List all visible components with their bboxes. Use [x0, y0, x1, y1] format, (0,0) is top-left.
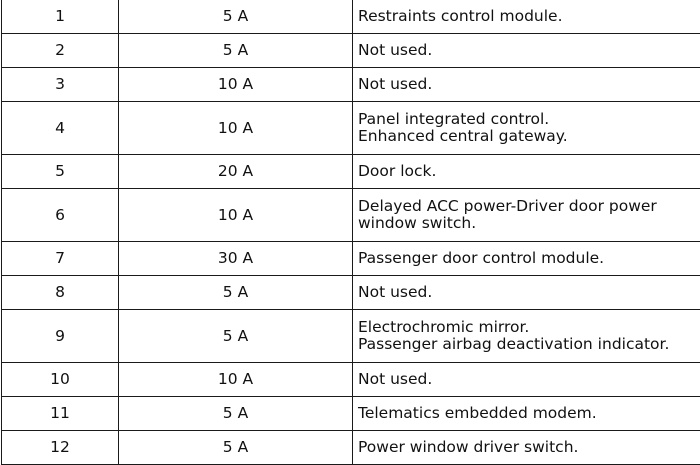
amp-rating-cell: 10 A — [119, 189, 353, 242]
description-line: Door lock. — [358, 163, 700, 180]
fuse-number-cell: 12 — [2, 431, 119, 465]
fuse-number-cell: 9 — [2, 310, 119, 363]
description-cell — [353, 68, 700, 102]
description-cell — [353, 155, 700, 189]
amp-rating-cell: 5 A — [119, 276, 353, 310]
fuse-number-cell: 8 — [2, 276, 119, 310]
fuse-number-cell: 11 — [2, 397, 119, 431]
table-row — [2, 276, 700, 310]
table-row — [2, 431, 700, 465]
description-line: Passenger door control module. — [358, 250, 700, 267]
description-line: Panel integrated control. — [358, 111, 700, 128]
description-line: Not used. — [358, 284, 700, 301]
amp-rating-cell: 5 A — [119, 431, 353, 465]
description-cell — [353, 431, 700, 465]
amp-rating-cell: 30 A — [119, 242, 353, 276]
description-cell — [353, 34, 700, 68]
description-line: Power window driver switch. — [358, 439, 700, 456]
table-row — [2, 397, 700, 431]
description-line: Not used. — [358, 76, 700, 93]
amp-rating-cell: 10 A — [119, 102, 353, 155]
amp-rating-cell: 10 A — [119, 363, 353, 397]
table-row — [2, 155, 700, 189]
description-cell — [353, 397, 700, 431]
description-cell — [353, 0, 700, 34]
description-cell — [353, 310, 700, 363]
description-line: Restraints control module. — [358, 8, 700, 25]
description-line: Enhanced central gateway. — [358, 128, 700, 145]
amp-rating-cell: 10 A — [119, 68, 353, 102]
table-row — [2, 363, 700, 397]
description-line: Delayed ACC power-Driver door power — [358, 198, 700, 215]
fuse-number-cell: 10 — [2, 363, 119, 397]
fuse-number-cell: 4 — [2, 102, 119, 155]
description-line: Not used. — [358, 42, 700, 59]
description-line: Telematics embedded modem. — [358, 405, 700, 422]
table-row — [2, 68, 700, 102]
table-row — [2, 189, 700, 242]
description-cell — [353, 242, 700, 276]
fuse-number-cell: 7 — [2, 242, 119, 276]
fuse-number-cell: 1 — [2, 0, 119, 34]
table-row — [2, 102, 700, 155]
table-row — [2, 242, 700, 276]
amp-rating-cell: 5 A — [119, 397, 353, 431]
description-cell — [353, 276, 700, 310]
amp-rating-cell: 5 A — [119, 0, 353, 34]
description-cell — [353, 102, 700, 155]
fuse-number-cell: 5 — [2, 155, 119, 189]
description-cell — [353, 189, 700, 242]
description-line: window switch. — [358, 215, 700, 232]
fuse-number-cell: 6 — [2, 189, 119, 242]
description-line: Not used. — [358, 371, 700, 388]
description-line: Passenger airbag deactivation indicator. — [358, 336, 700, 353]
amp-rating-cell: 5 A — [119, 310, 353, 363]
fuse-number-cell: 3 — [2, 68, 119, 102]
fuse-table — [1, 0, 700, 465]
table-row — [2, 34, 700, 68]
amp-rating-cell: 5 A — [119, 34, 353, 68]
description-line: Electrochromic mirror. — [358, 319, 700, 336]
table-row — [2, 0, 700, 34]
fuse-table-body — [2, 0, 700, 465]
fuse-number-cell: 2 — [2, 34, 119, 68]
amp-rating-cell: 20 A — [119, 155, 353, 189]
description-cell — [353, 363, 700, 397]
table-row — [2, 310, 700, 363]
